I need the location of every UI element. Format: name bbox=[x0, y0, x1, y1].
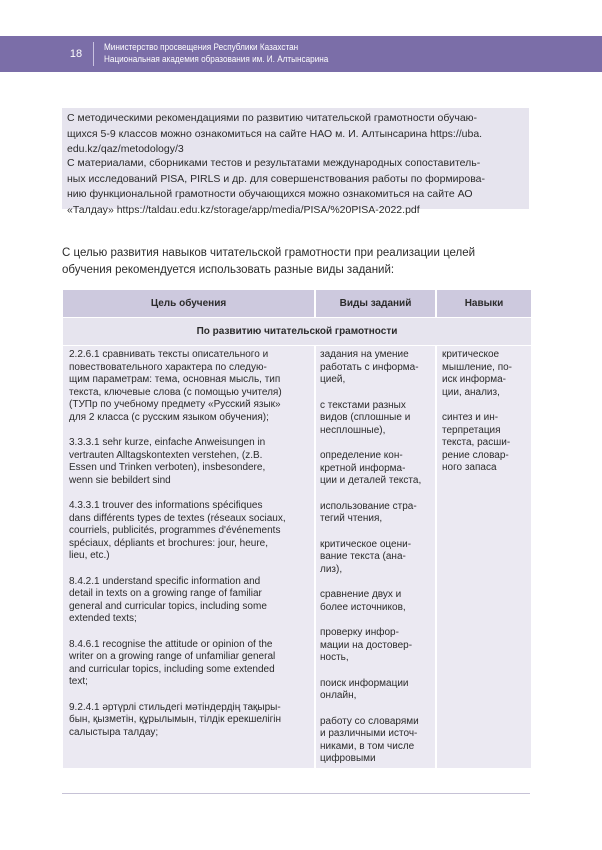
goal-line: 8.4.6.1 recognise the attitude or opinion of the bbox=[69, 638, 273, 650]
footer-rule bbox=[62, 793, 530, 794]
task-line: более источников, bbox=[320, 601, 406, 613]
goal-line: writer on a growing range of unfamiliar general bbox=[69, 651, 276, 662]
intro-line: обучения рекомендуется использовать разные виды заданий: bbox=[62, 264, 395, 276]
task-line: онлайн, bbox=[320, 690, 357, 701]
goal-line: 4.3.3.1 trouver des informations spécifiques bbox=[69, 500, 263, 511]
task-line: несплошные), bbox=[320, 424, 386, 436]
goal-line: and curricular topics, including some extended bbox=[69, 663, 275, 675]
info-line: edu.kz/qaz/metodology/3 bbox=[67, 143, 184, 155]
skill-line: критическое bbox=[442, 349, 500, 360]
goal-line: extended texts; bbox=[69, 613, 137, 624]
intro-paragraph bbox=[62, 245, 475, 279]
skills-list bbox=[442, 349, 512, 475]
goal-line: detail in texts on a growing range of familiar bbox=[69, 588, 262, 599]
page-header-band bbox=[0, 36, 602, 72]
task-line: работу со словарями bbox=[320, 715, 419, 727]
column-header-skills: Навыки bbox=[437, 290, 531, 317]
task-line: ность, bbox=[320, 652, 349, 663]
skill-line: мышление, по- bbox=[442, 361, 513, 373]
info-box bbox=[62, 108, 529, 216]
skill-line: ного запаса bbox=[442, 462, 497, 473]
goal-line: vertrauten Alltagskontexten verstehen, (z.B. bbox=[69, 449, 263, 461]
task-line: поиск информации bbox=[320, 677, 409, 689]
info-line: «Талдау» https://taldau.edu.kz/storage/app/media/PISA/%20PISA-2022.pdf bbox=[67, 203, 420, 216]
skill-line: иск информа- bbox=[442, 374, 506, 385]
header-line-academy: Национальная академия образования им. И. Алтынсарина bbox=[104, 54, 329, 65]
goal-list bbox=[69, 349, 286, 739]
header-divider bbox=[93, 42, 94, 66]
info-paragraph-methodology bbox=[67, 111, 482, 158]
task-line: проверку инфор- bbox=[320, 627, 399, 638]
goal-line: 9.2.4.1 әртүрлі стильдегі мәтіндердің тақыры- bbox=[69, 701, 281, 713]
goal-line: бын, қызметін, құрылымын, тілдік ерекшелігін bbox=[69, 714, 282, 725]
goal-line: текста, ключевые слова (с помощью учителя) bbox=[69, 386, 282, 398]
header-organization bbox=[104, 42, 365, 66]
skill-line: терпретация bbox=[442, 424, 501, 436]
task-line: определение кон- bbox=[320, 450, 403, 461]
task-line: никами, в том числе bbox=[320, 740, 415, 752]
task-line: критическое оцени- bbox=[320, 538, 412, 550]
skill-line: синтез и ин- bbox=[442, 412, 499, 423]
task-line: вание текста (ана- bbox=[320, 551, 406, 562]
task-list bbox=[320, 349, 421, 766]
skill-line: ции, анализ, bbox=[442, 386, 500, 398]
goal-line: (ТУПр по учебному предмету «Русский язык» bbox=[69, 399, 281, 410]
column-header-tasks: Виды заданий bbox=[316, 290, 435, 317]
header-line-ministry: Министерство просвещения Республики Казахстан bbox=[104, 42, 299, 53]
goal-line: 8.4.2.1 understand specific information and bbox=[69, 575, 261, 587]
task-line: работать с информа- bbox=[320, 361, 419, 373]
info-line: нию функциональной грамотности обучающихся можно ознакомиться на сайте АО bbox=[67, 188, 473, 200]
goal-line: spéciaux, dépliants et brochures: jour, heure, bbox=[69, 537, 269, 549]
column-header-goal: Цель обучения bbox=[63, 290, 314, 317]
info-line: С методическими рекомендациями по развитию читательской грамотности обучаю- bbox=[67, 112, 478, 124]
task-line: сравнение двух и bbox=[320, 589, 402, 600]
info-line: С материалами, сборниками тестов и результатами международных сопоставитель- bbox=[67, 157, 481, 169]
goal-line: text; bbox=[69, 676, 88, 687]
info-line: ных исследований PISA, PIRLS и др. для совершенствования работы по формирова- bbox=[67, 172, 486, 185]
task-line: кретной информа- bbox=[320, 462, 406, 474]
skill-line: рение словар- bbox=[442, 449, 509, 461]
task-line: тегий чтения, bbox=[320, 513, 383, 524]
task-line: ции и деталей текста, bbox=[320, 475, 422, 486]
tasks-table bbox=[63, 290, 531, 768]
task-line: с текстами разных bbox=[320, 399, 406, 411]
goal-line: Essen und Trinken verboten), insbesondere, bbox=[69, 462, 266, 473]
goal-line: wenn sie bebildert sind bbox=[69, 474, 171, 486]
task-line: цией, bbox=[320, 374, 346, 385]
info-paragraph-materials bbox=[67, 156, 485, 218]
skill-line: текста, расши- bbox=[442, 437, 511, 448]
page-number: 18 bbox=[69, 48, 83, 60]
goal-line: lieu, etc.) bbox=[69, 550, 110, 561]
task-line: использование стра- bbox=[320, 500, 417, 512]
goal-line: courriels, publicités, programmes d'événements bbox=[69, 525, 281, 536]
task-line: мации на достовер- bbox=[320, 639, 413, 651]
task-line: лиз), bbox=[320, 563, 343, 575]
goal-line: 2.2.6.1 сравнивать тексты описательного и bbox=[69, 349, 269, 360]
goal-line: general and curricular topics, including some bbox=[69, 600, 267, 612]
goal-line: салыстыра талдау; bbox=[69, 726, 159, 738]
table-section-heading: По развитию читательской грамотности bbox=[63, 318, 531, 345]
task-line: видов (сплошные и bbox=[320, 412, 411, 423]
goal-line: dans différents types de textes (réseaux sociaux, bbox=[69, 512, 286, 524]
task-line: и различными источ- bbox=[320, 728, 418, 739]
task-line: задания на умение bbox=[320, 349, 409, 360]
goal-line: повествовательного характера по следую- bbox=[69, 361, 267, 373]
goal-line: щим параметрам: тема, основная мысль, тип bbox=[69, 374, 281, 385]
info-line: щихся 5-9 классов можно ознакомиться на сайте НАО м. И. Алтынсарина https://uba. bbox=[67, 127, 483, 140]
task-line: цифровыми bbox=[320, 753, 376, 764]
intro-line: С целью развития навыков читательской грамотности при реализации целей bbox=[62, 247, 476, 259]
goal-line: для 2 класса (с русским языком обучения); bbox=[69, 411, 269, 423]
goal-line: 3.3.3.1 sehr kurze, einfache Anweisungen in bbox=[69, 437, 266, 448]
